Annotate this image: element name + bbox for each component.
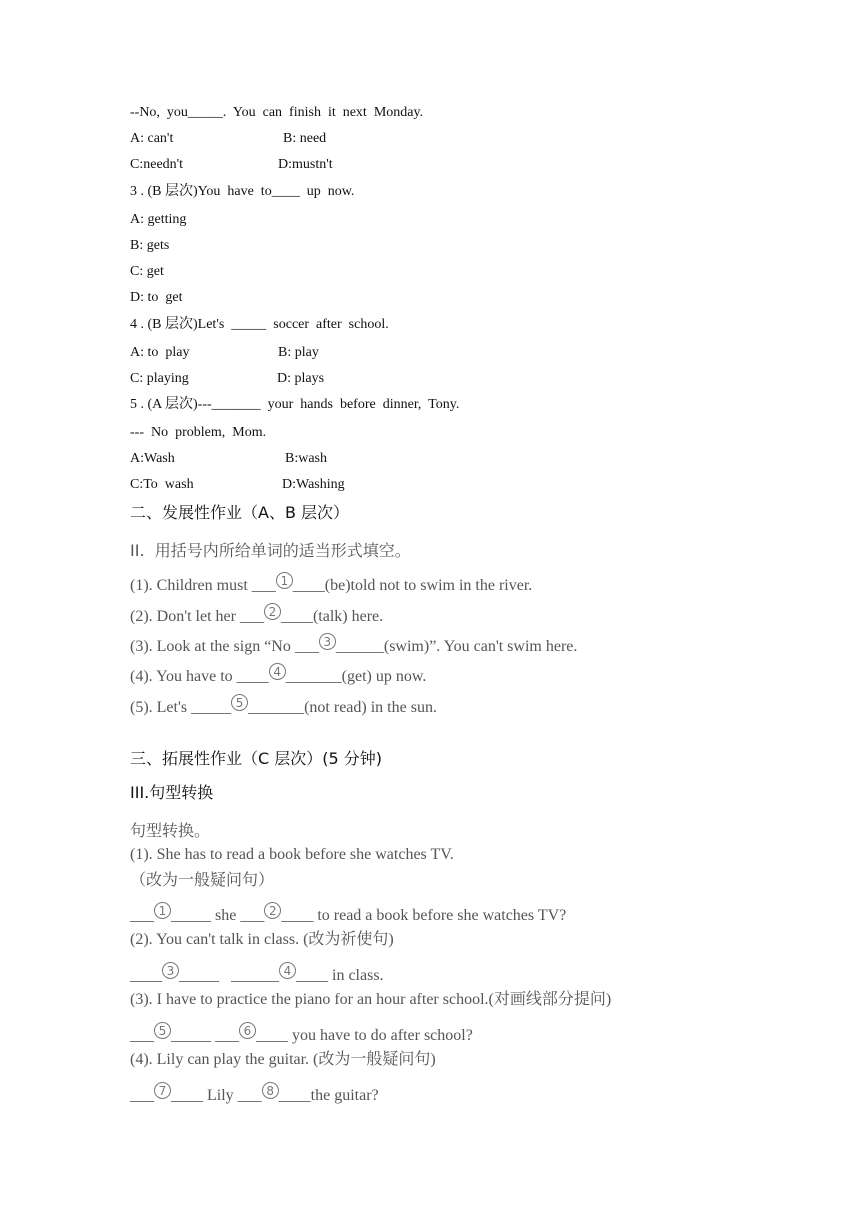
blank-number: 5 bbox=[154, 1022, 171, 1039]
option-a: A: to play bbox=[130, 345, 190, 360]
option-c: C:To wash bbox=[130, 477, 194, 492]
option-b: B: play bbox=[278, 345, 319, 360]
sentence: (2). You can't talk in class. (改为祈使句) bbox=[130, 931, 394, 948]
answer-line: ____ 3 _____ ______ 4 ____ in class. bbox=[130, 964, 384, 984]
sentence: (3). I have to practice the piano for an hour after school.(对画线部分提问) bbox=[130, 991, 612, 1008]
option-c: C:needn't bbox=[130, 157, 184, 172]
blank-number: 6 bbox=[239, 1022, 256, 1039]
option-b: B: gets bbox=[130, 238, 170, 253]
q2-reply: --No, you_____. You can finish it next Monday. bbox=[130, 105, 424, 120]
question-4: 4 . (B 层次)Let's _____ soccer after school. bbox=[130, 317, 389, 332]
fill-item: (3). Look at the sign “No ___ 3 ______(swim)”. You can't swim here. bbox=[130, 635, 578, 655]
option-a: A: can't bbox=[130, 131, 174, 146]
option-d: D: to get bbox=[130, 290, 183, 305]
section-heading: 三、拓展性作业（C 层次）(5 分钟) bbox=[130, 749, 383, 768]
fill-item: (1). Children must ___ 1 ____(be)told not to swim in the river. bbox=[130, 574, 533, 594]
option-b: B: need bbox=[283, 131, 327, 146]
option-d: D: plays bbox=[277, 371, 325, 386]
fill-item: (4). You have to ____ 4 _______(get) up now. bbox=[130, 665, 427, 685]
section-subheading: II. 用括号内所给单词的适当形式填空。 bbox=[130, 541, 411, 560]
option-c: C: get bbox=[130, 264, 164, 279]
sentence-note: （改为一般疑问句） bbox=[130, 870, 275, 889]
question-3: 3 . (B 层次)You have to____ up now. bbox=[130, 184, 355, 199]
option-a: A:Wash bbox=[130, 451, 175, 466]
question-5: 5 . (A 层次)---_______ your hands before dinner, Tony. bbox=[130, 397, 460, 412]
blank-number: 5 bbox=[231, 694, 248, 711]
option-d: D:mustn't bbox=[278, 157, 333, 172]
option-b: B:wash bbox=[285, 451, 327, 466]
fill-item: (2). Don't let her ___ 2 ____(talk) here. bbox=[130, 605, 384, 625]
answer-line: ___ 5 _____ ___ 6 ____ you have to do after school? bbox=[130, 1024, 473, 1044]
sentence: (4). Lily can play the guitar. (改为一般疑问句) bbox=[130, 1051, 436, 1068]
blank-number: 1 bbox=[154, 902, 171, 919]
option-a: A: getting bbox=[130, 212, 187, 227]
option-c: C: playing bbox=[130, 371, 189, 386]
blank-number: 7 bbox=[154, 1082, 171, 1099]
blank-number: 3 bbox=[162, 962, 179, 979]
blank-number: 4 bbox=[269, 663, 286, 680]
answer-line: ___ 7 ____ Lily ___ 8 ____the guitar? bbox=[130, 1084, 379, 1104]
answer-line: ___ 1 _____ she ___ 2 ____ to read a book before she watches TV? bbox=[130, 904, 567, 924]
option-d: D:Washing bbox=[282, 477, 345, 492]
section-subtitle: III.句型转换 bbox=[130, 783, 214, 802]
blank-number: 8 bbox=[262, 1082, 279, 1099]
instruction: 句型转换。 bbox=[130, 821, 211, 840]
section-heading: 二、发展性作业（A、B 层次） bbox=[130, 503, 350, 522]
blank-number: 2 bbox=[264, 603, 281, 620]
sentence: (1). She has to read a book before she watches TV. bbox=[130, 846, 454, 863]
blank-number: 4 bbox=[279, 962, 296, 979]
q5-reply: --- No problem, Mom. bbox=[130, 425, 267, 440]
blank-number: 2 bbox=[264, 902, 281, 919]
fill-item: (5). Let's _____ 5 _______(not read) in the sun. bbox=[130, 696, 437, 716]
blank-number: 3 bbox=[319, 633, 336, 650]
blank-number: 1 bbox=[276, 572, 293, 589]
